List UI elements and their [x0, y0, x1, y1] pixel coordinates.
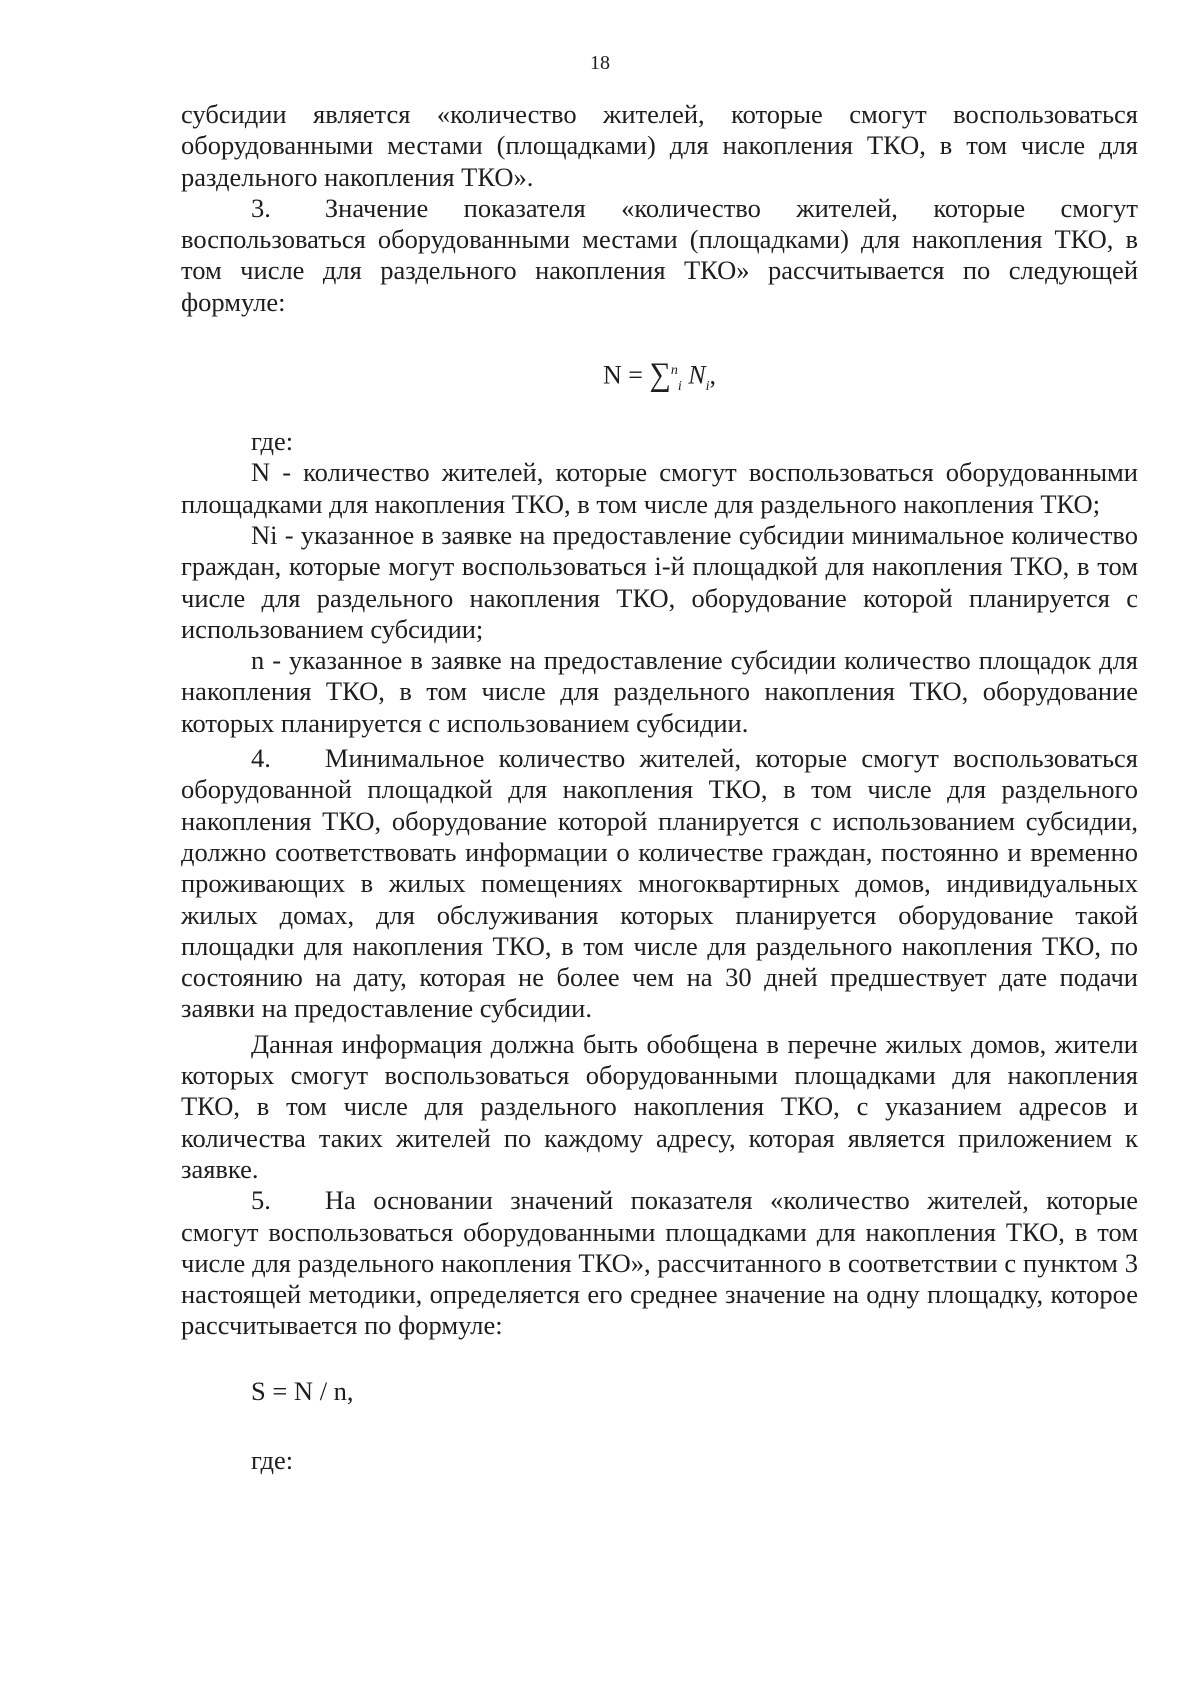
item-5-text: На основании значений показателя «количество жителей, которые смогут воспользоваться оборудованными площадками для накопления ТКО, в том числе для раздельного накопления ТКО», рассчитанного в соответствии с пунктом 3 настоящей методики, определяется его среднее значение на одну площадку, которое рассчитывается по формуле: [181, 1185, 1138, 1341]
definition-N: N - количество жителей, которые смогут воспользоваться оборудованными площадками для накопления ТКО, в том числе для раздельного накопления ТКО; [181, 457, 1138, 519]
where-label: где: [251, 426, 294, 457]
formula-lhs: N = [603, 360, 643, 390]
definition-n: n - указанное в заявке на предоставление субсидии количество площадок для накопления ТКО, в том числе для раздельного накопления ТКО, оборудование которых планируется с использованием субсидии. [181, 645, 1138, 738]
formula-term: N [688, 360, 706, 390]
item-4-text: Минимальное количество жителей, которые смогут воспользоваться оборудованной площадкой для накопления ТКО, в том числе для раздельного накопления ТКО, оборудование которой планируется с использованием субсидии, должно соответствовать информации о количестве граждан, постоянно и временно проживающих в жилых помещениях многоквартирных домов, индивидуальных жилых домах, для обслуживания которых планируется оборудование такой площадки для накопления ТКО, в том числе для раздельного накопления ТКО, по состоянию на дату, которая не более чем на 30 дней предшествует дате подачи заявки на предоставление субсидии. [181, 743, 1138, 1024]
paragraph-continuation: субсидии является «количество жителей, которые смогут воспользоваться оборудованными местами (площадками) для накопления ТКО, в том числе для раздельного накопления ТКО». [181, 99, 1138, 192]
paragraph-item-3 [181, 193, 1138, 318]
document-body [181, 99, 1138, 1476]
formula-sum [181, 348, 1138, 394]
item-3-number: 3. [251, 192, 271, 223]
item-5-number: 5. [251, 1185, 271, 1216]
paragraph-item-4-followup: Данная информация должна быть обобщена в перечне жилых домов, жители которых смогут воспользоваться оборудованными площадками для накопления ТКО, в том числе для раздельного накопления ТКО, с указанием адресов и количества таких жителей по каждому адресу, которая является приложением к заявке. [181, 1028, 1138, 1184]
where-label-2: где: [251, 1444, 294, 1475]
page-number: 18 [590, 52, 610, 74]
formula-tail: , [709, 360, 716, 390]
paragraph-item-5 [181, 1185, 1138, 1341]
paragraph-item-4 [181, 743, 1138, 1025]
formula-average: S = N / n, [251, 1375, 354, 1406]
sum-upper-limit: n [670, 363, 678, 379]
item-3-text: Значение показателя «количество жителей, которые смогут воспользоваться оборудованными местами (площадками) для накопления ТКО, в том числе для раздельного накопления ТКО» рассчитывается по следующей формуле: [181, 192, 1138, 317]
definition-Ni: Ni - указанное в заявке на предоставление субсидии минимальное количество граждан, которые могут воспользоваться i-й площадкой для накопления ТКО, в том числе для раздельного накопления ТКО, оборудование которой планируется с использованием субсидии; [181, 519, 1138, 644]
sum-lower-limit: i [677, 378, 682, 394]
item-4-number: 4. [251, 743, 271, 774]
formula-term-index: i [705, 378, 710, 394]
sigma-symbol: ∑ [649, 356, 671, 393]
